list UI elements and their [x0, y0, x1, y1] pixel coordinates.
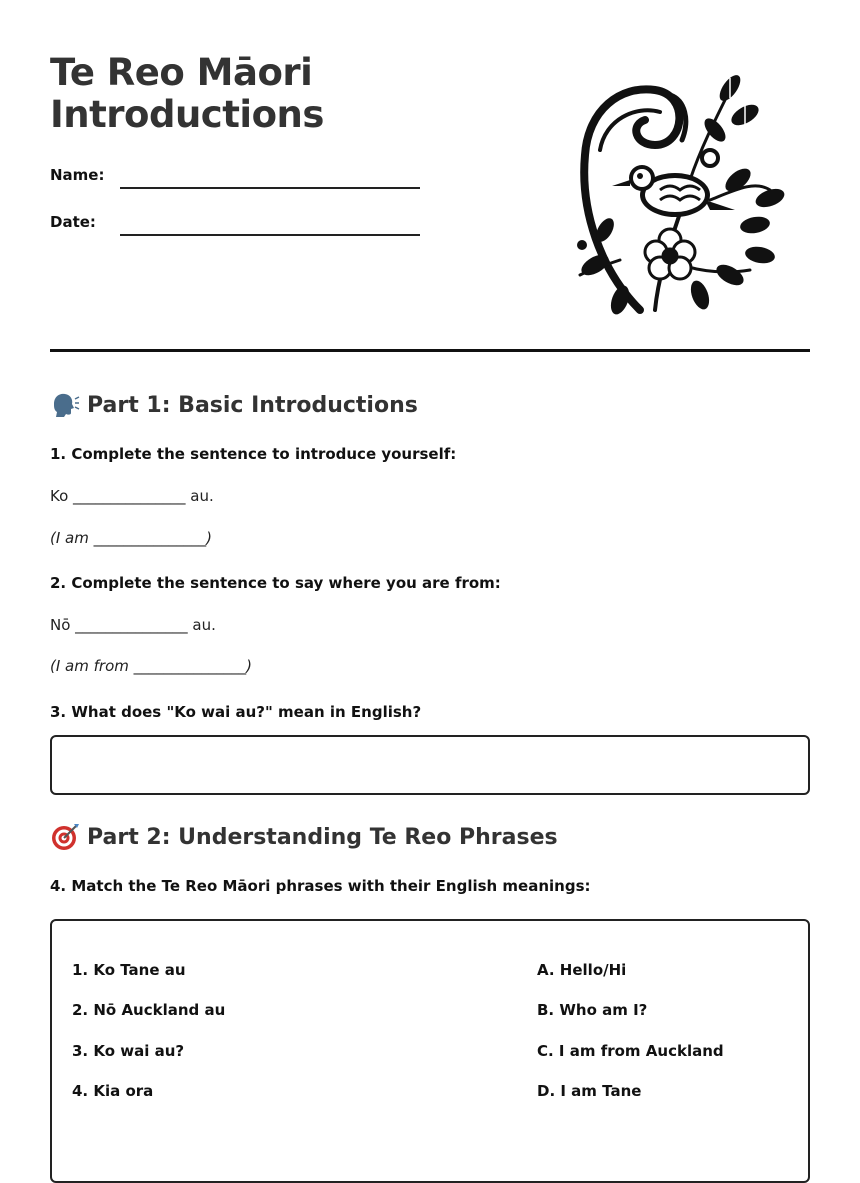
date-field[interactable]: [120, 234, 420, 236]
phrase-item: 3. Ko wai au?: [72, 1042, 185, 1060]
speaking-head-icon: [50, 390, 80, 420]
bird-flower-illustration: [560, 60, 785, 320]
question-1: 1. Complete the sentence to introduce yourself:: [50, 445, 457, 463]
question-3: 3. What does "Ko wai au?" mean in English?: [50, 703, 422, 721]
part1-heading-text: Part 1: Basic Introductions: [87, 392, 418, 418]
question-4: 4. Match the Te Reo Māori phrases with their English meanings:: [50, 877, 591, 895]
part2-heading-text: Part 2: Understanding Te Reo Phrases: [87, 824, 558, 850]
part2-heading: [50, 822, 558, 852]
meaning-item: A. Hello/Hi: [537, 961, 627, 979]
question-3-answer-box[interactable]: [50, 735, 810, 795]
date-label: Date:: [50, 213, 96, 231]
question-1-translation: (I am _______________): [50, 529, 212, 547]
name-field[interactable]: [120, 187, 420, 189]
worksheet-title: [50, 52, 324, 136]
meaning-item: D. I am Tane: [537, 1082, 642, 1100]
question-1-blank-line[interactable]: Ko _______________ au.: [50, 487, 214, 505]
meaning-item: B. Who am I?: [537, 1001, 648, 1019]
target-dart-icon: [50, 822, 80, 852]
question-2-blank-line[interactable]: Nō _______________ au.: [50, 616, 216, 634]
name-label: Name:: [50, 166, 105, 184]
phrase-item: 2. Nō Auckland au: [72, 1001, 226, 1019]
part1-heading: [50, 390, 418, 420]
phrase-item: 1. Ko Tane au: [72, 961, 186, 979]
title-line-1: Te Reo Māori: [50, 51, 313, 94]
section-divider: [50, 349, 810, 352]
phrase-item: 4. Kia ora: [72, 1082, 154, 1100]
title-line-2: Introductions: [50, 93, 324, 136]
question-2: 2. Complete the sentence to say where you are from:: [50, 574, 501, 592]
question-2-translation: (I am from _______________): [50, 657, 252, 675]
meaning-item: C. I am from Auckland: [537, 1042, 724, 1060]
matching-box: [50, 919, 810, 1183]
